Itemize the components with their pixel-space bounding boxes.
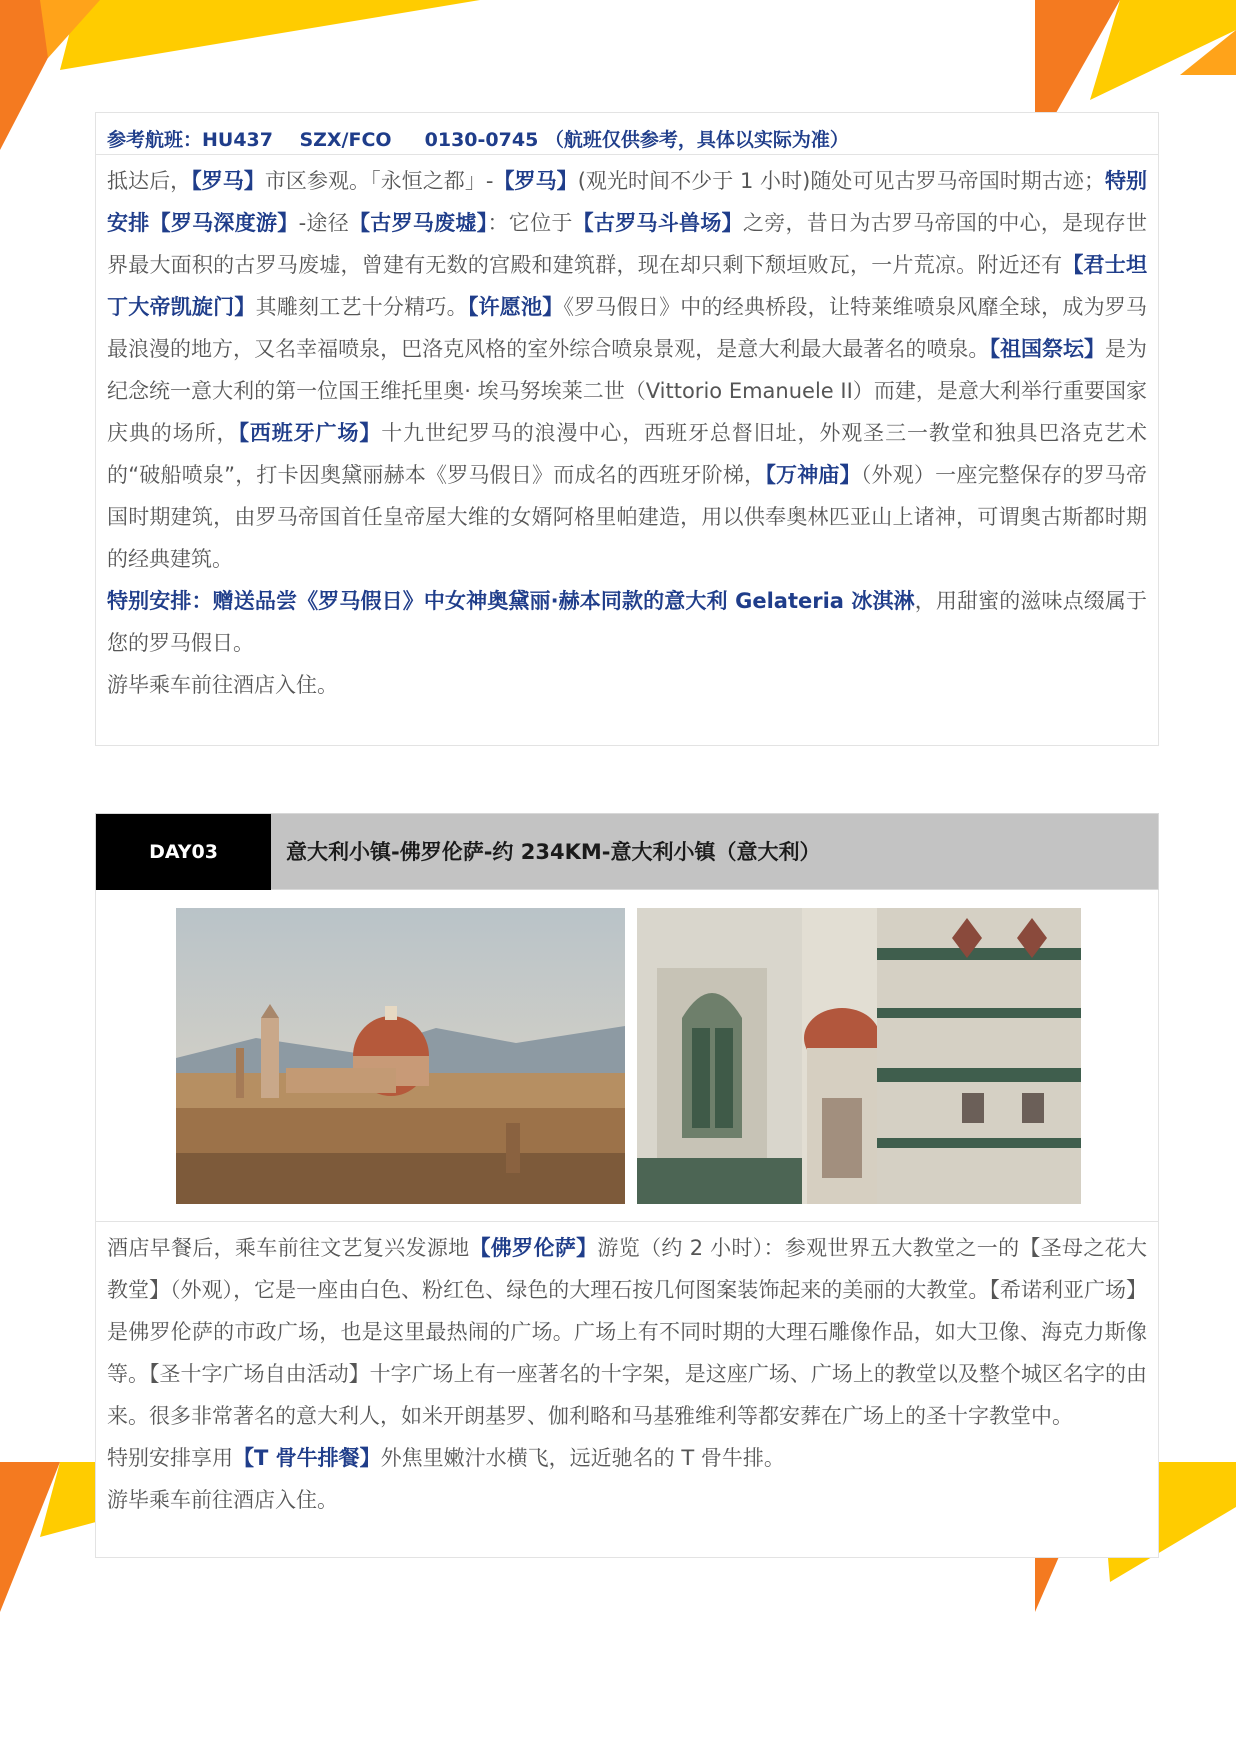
reference-flight: 参考航班：HU437 SZX/FCO 0130-0745 （航班仅供参考，具体以实际为准） bbox=[96, 113, 1158, 155]
text-span: 游览（约 2 小时）：参观世界五大教堂之一的【圣母之花大教堂】（外观），它是一座由白色、粉红色、绿色的大理石按几何图案装饰起来的美丽的大教堂。【希诺利亚广场】是佛罗伦萨的市政广场，也是这里最热闹的广场。广场上有不同时期的大理石雕像作品，如大卫像、海克力斯像等。【圣十字广场自由活动】十字广场上有一座著名的十字架，是这座广场、广场上的教堂以及整个城区名字的由来。很多非常著名的意大利人，如米开朗基罗、伽利略和马基雅维利等都安葬在广场上的圣十字教堂中。 bbox=[107, 1236, 1148, 1428]
place-spanish-steps: 【西班牙广场】 bbox=[238, 421, 382, 445]
special-rome-tour: 特别安排【罗马深度游】 bbox=[107, 169, 1148, 235]
text-span: 外焦里嫩汁水横飞，远近驰名的 T 骨牛排。 bbox=[380, 1446, 785, 1470]
florence-skyline-photo bbox=[176, 908, 625, 1204]
text-span: 特别安排享用 bbox=[107, 1446, 233, 1470]
place-rome: 【罗马】 bbox=[191, 169, 265, 193]
day03-section bbox=[95, 890, 1159, 1558]
day02-paragraph bbox=[107, 160, 1147, 580]
day03-special-steak bbox=[107, 1437, 1147, 1479]
text-span: 其雕刻工艺十分精巧。 bbox=[255, 295, 468, 319]
text-span: 酒店早餐后，乘车前往文艺复兴发源地 bbox=[107, 1236, 470, 1260]
place-colosseum: 【古罗马斗兽场】 bbox=[572, 211, 743, 235]
place-roman-ruins: 【古罗马废墟】 bbox=[349, 211, 488, 235]
text-span: 是为纪念统一意大利的第一位国王维托里奥· 埃马努埃莱二世（Vittorio Emanuele II）而建，是意大利举行重要国家庆典的场所， bbox=[107, 337, 1148, 445]
day03-hotel: 游毕乘车前往酒店入住。 bbox=[107, 1488, 338, 1512]
day02-section bbox=[95, 112, 1159, 746]
day-tag: DAY03 bbox=[96, 814, 271, 891]
place-pantheon: 【万神庙】 bbox=[765, 463, 861, 487]
text-span: 十九世纪罗马的浪漫中心，西班牙总督旧址，外观圣三一教堂和独具巴洛克艺术的“破船喷泉”，打卡因奥黛丽赫本《罗马假日》而成名的西班牙阶梯， bbox=[107, 421, 1148, 487]
text-span: 《罗马假日》中的经典桥段，让特莱维喷泉风靡全球，成为罗马最浪漫的地方，又名幸福喷泉，巴洛克风格的室外综合喷泉景观，是意大利最大最著名的喷泉。 bbox=[107, 295, 1148, 361]
day-title: 意大利小镇-佛罗伦萨-约 234KM-意大利小镇（意大利） bbox=[286, 840, 821, 864]
day03-content bbox=[96, 1222, 1158, 1521]
day03-header bbox=[95, 813, 1159, 890]
text-span: 抵达后， bbox=[107, 169, 192, 193]
place-arch-of-constantine: 【君士坦丁大帝凯旋门】 bbox=[107, 253, 1148, 319]
place-florence: 【佛罗伦萨】 bbox=[469, 1236, 598, 1260]
place-trevi-fountain: 【许愿池】 bbox=[467, 295, 564, 319]
text-span: （外观）一座完整保存的罗马帝国时期建筑，由罗马帝国首任皇帝屋大维的女婿阿格里帕建造，用以供奉奥林匹亚山上诸神，可谓奥古斯都时期的经典建筑。 bbox=[107, 463, 1148, 571]
special-t-bone-steak: 【T 骨牛排餐】 bbox=[233, 1446, 381, 1470]
day02-content bbox=[96, 155, 1158, 706]
place-rome: 【罗马】 bbox=[493, 169, 578, 193]
special-gelato: 特别安排：赠送品尝《罗马假日》中女神奥黛丽·赫本同款的意大利 Gelateria 冰淇淋 bbox=[107, 589, 915, 613]
day02-special-gelato bbox=[107, 580, 1147, 664]
place-altare-della-patria: 【祖国祭坛】 bbox=[989, 337, 1105, 361]
day03-photos bbox=[96, 890, 1158, 1222]
text-span: -途径 bbox=[298, 211, 349, 235]
day03-paragraph bbox=[107, 1227, 1147, 1437]
text-span: ，用甜蜜的滋味点缀属于您的罗马假日。 bbox=[107, 589, 1148, 655]
text-span: 之旁，昔日为古罗马帝国的中心，是现存世界最大面积的古罗马废墟，曾建有无数的宫殿和建筑群，现在却只剩下颓垣败瓦，一片荒凉。附近还有 bbox=[107, 211, 1148, 277]
text-span: (观光时间不少于 1 小时)随处可见古罗马帝国时期古迹； bbox=[577, 169, 1105, 193]
text-span: ：它位于 bbox=[487, 211, 573, 235]
text-span: 市区参观。「永恒之都」- bbox=[264, 169, 494, 193]
florence-cathedral-photo bbox=[637, 908, 1081, 1204]
day02-hotel: 游毕乘车前往酒店入住。 bbox=[107, 673, 338, 697]
